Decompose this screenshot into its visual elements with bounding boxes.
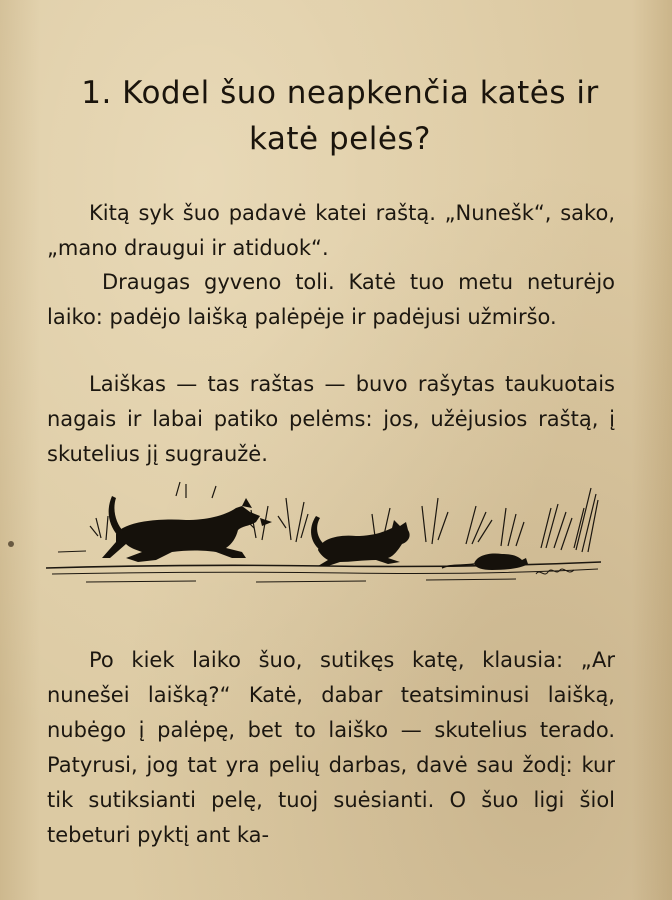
story-title-line-2: katė pelės? xyxy=(248,121,432,157)
mouse-figure xyxy=(442,553,528,570)
paragraph-4: Po kiek laiko šuo, sutikęs katę, klausia: „Ar nunešei laišką?“ Katė, dabar teatsiminusi laišką, nubėgo į palėpę, bet to laiško — skutelius terado. Patyrusi, jog tat yra pelių darbas, davė sau žodį: kur tik sutiksianti pelę, tuoj suėsianti. O šuo ligi šiol tebeturi pyktį ant ka- xyxy=(47,648,615,847)
paragraph-3: Laiškas — tas raštas — buvo rašytas taukuotais nagais ir labai patiko pelėms: jos, užėjusios raštą, į skutelius jį sugraužė. xyxy=(47,372,615,466)
story-title-line-1: 1. Kodel šuo neapkenčia katės ir xyxy=(81,75,599,111)
dog-chasing-cat-chasing-mouse-icon xyxy=(46,478,606,598)
cat-figure xyxy=(311,516,410,566)
dog-figure xyxy=(102,496,272,562)
paragraph-1: Kitą syk šuo padavė katei raštą. „Nunešk“, sako, „mano draugui ir atiduok“. xyxy=(47,201,615,260)
paragraph-2: Draugas gyveno toli. Katė tuo metu neturėjo laiko: padėjo laišką palėpėje ir padėjusi užmiršo. xyxy=(47,270,615,329)
paper-speck xyxy=(8,541,14,547)
